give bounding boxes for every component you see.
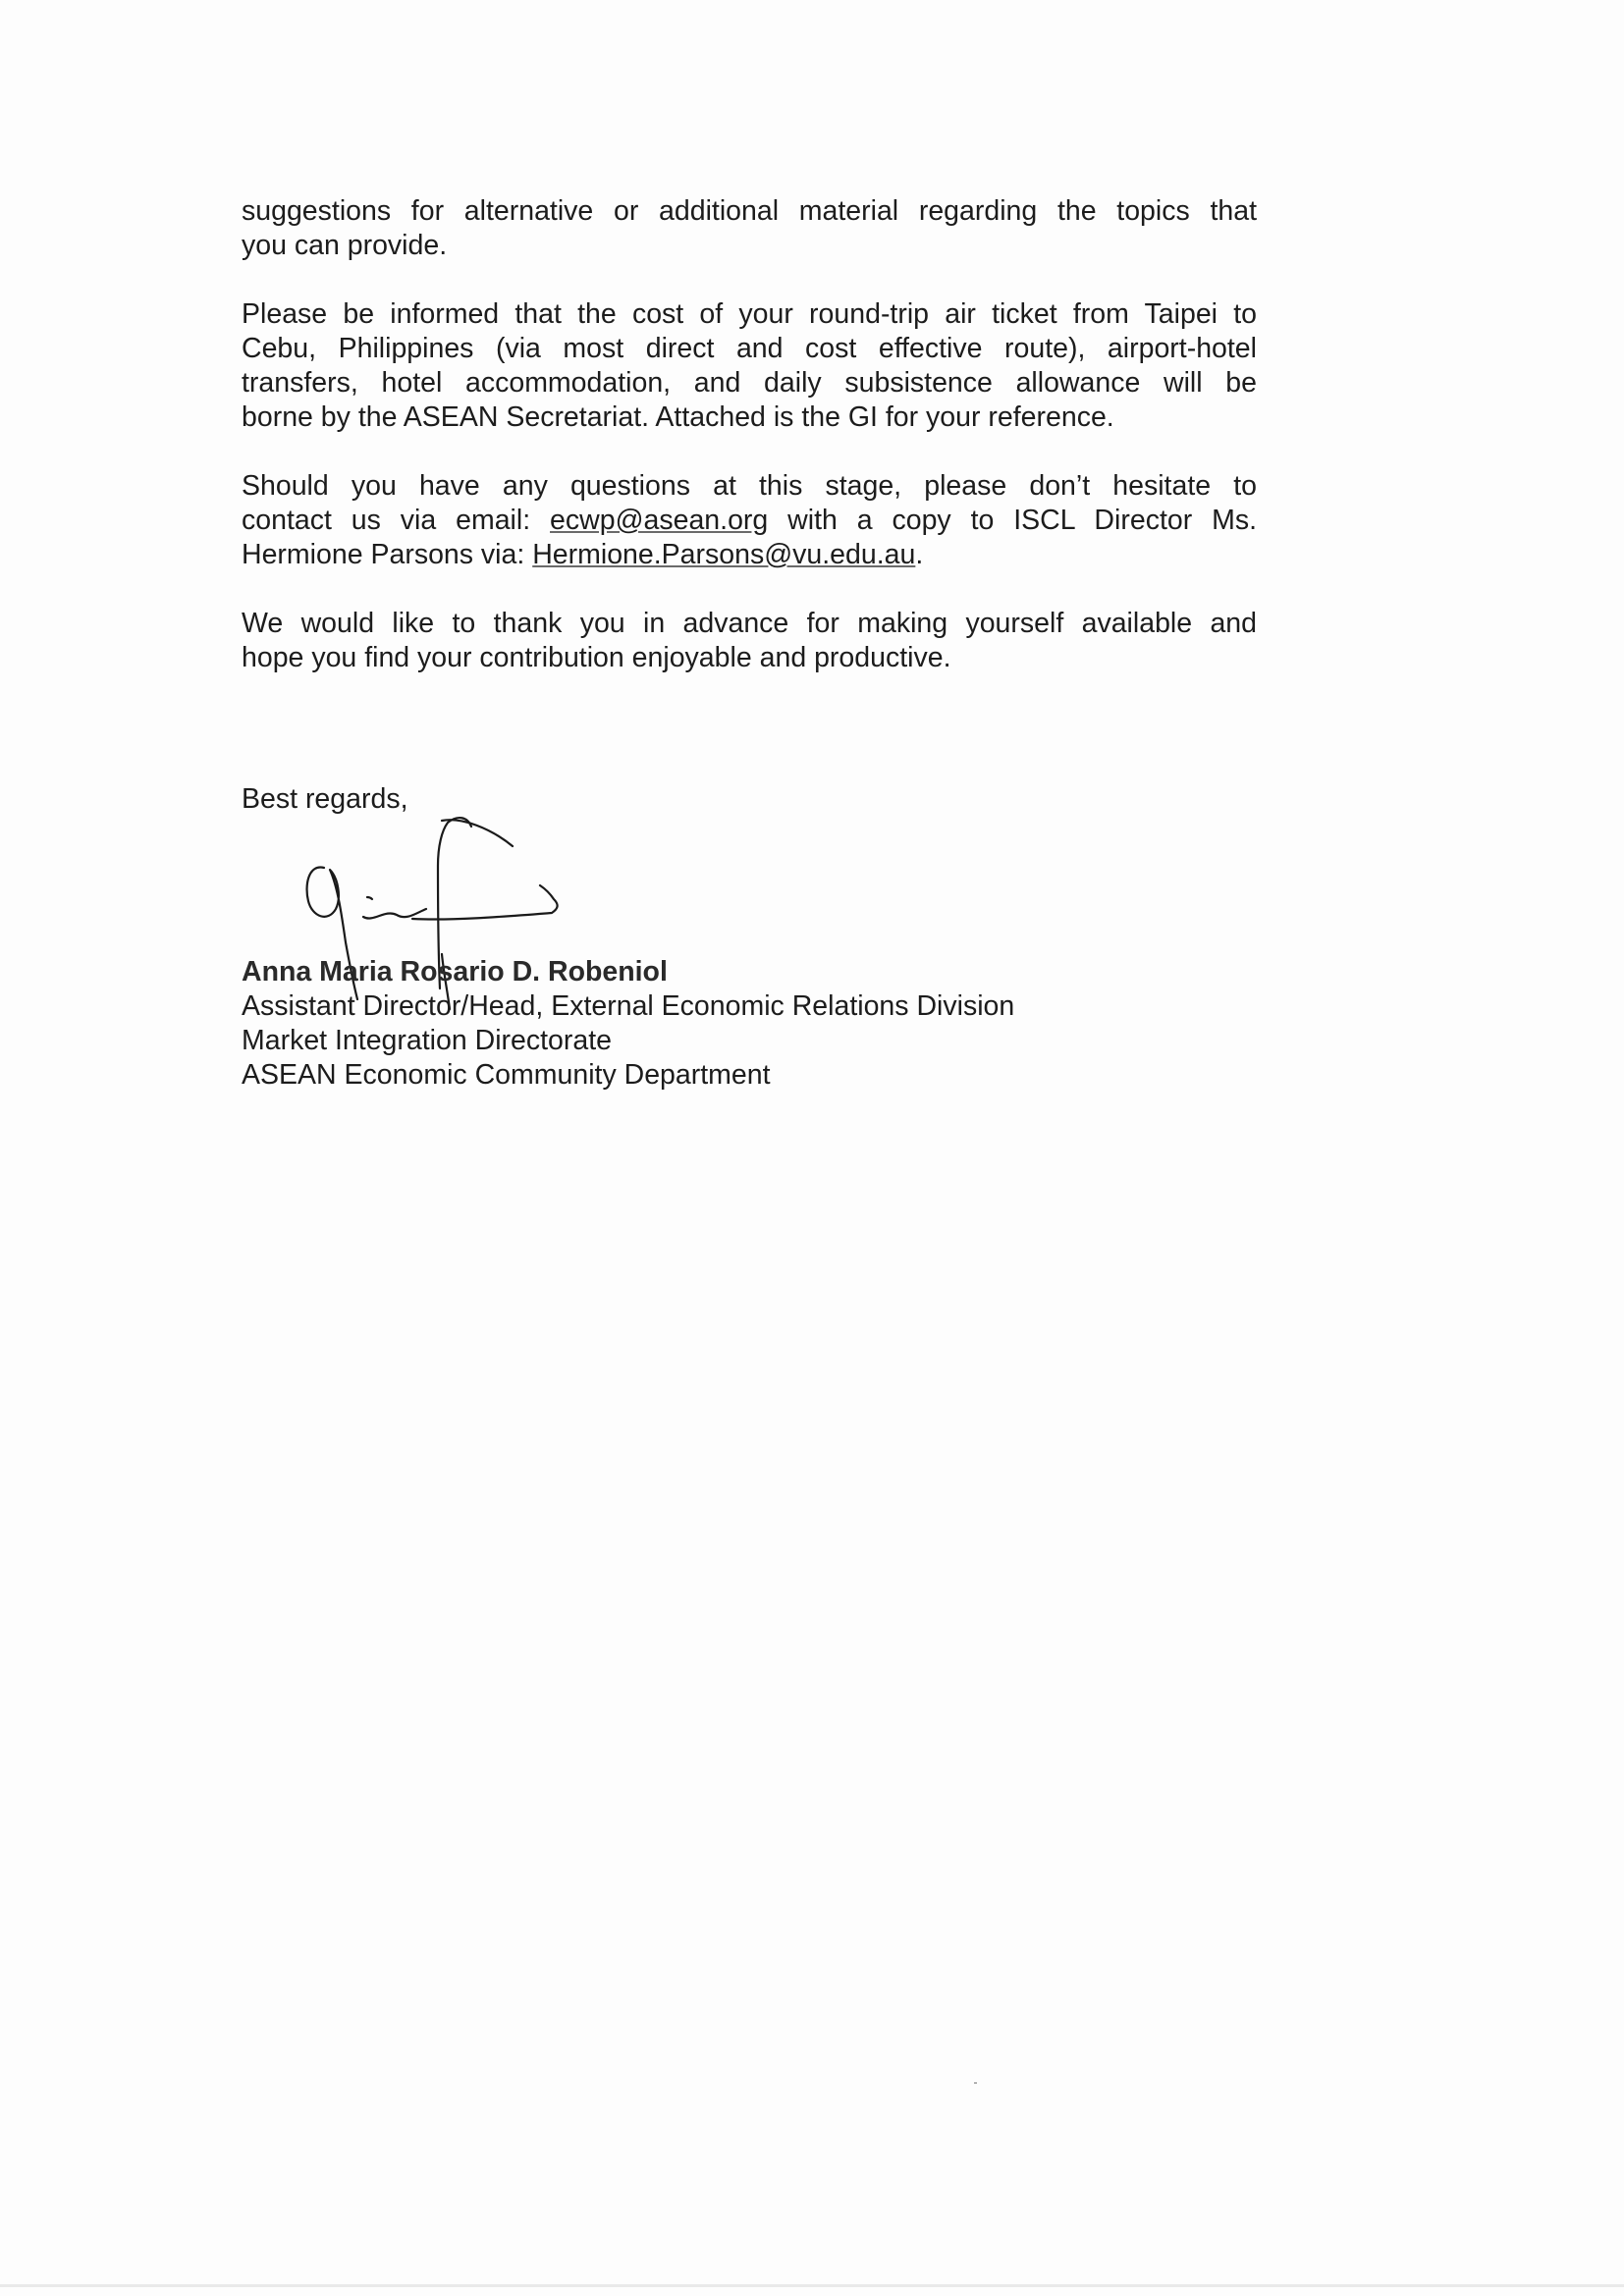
paragraph-contact-line-2-before: contact us via email: bbox=[242, 505, 551, 536]
paragraph-topics bbox=[242, 194, 1257, 263]
paragraph-costs-line-4: borne by the ASEAN Secretariat. Attached is the GI for your reference. bbox=[242, 401, 1114, 433]
signatory-title-line-2: Market Integration Directorate bbox=[242, 1025, 612, 1056]
scan-bottom-edge bbox=[0, 2284, 1624, 2287]
email-link-hermione[interactable]: Hermione.Parsons@vu.edu.au bbox=[532, 539, 916, 570]
paragraph-contact-line-1: Should you have any questions at this stage, please don’t hesitate to bbox=[242, 470, 1257, 502]
signatory-title-line-1: Assistant Director/Head, External Economic Relations Division bbox=[242, 990, 1015, 1022]
paragraph-thanks-line-2: hope you find your contribution enjoyable and productive. bbox=[242, 642, 951, 673]
signatory-name: Anna Maria Rosario D. Robeniol bbox=[242, 956, 668, 988]
paragraph-topics-line-2: you can provide. bbox=[242, 230, 448, 261]
paragraph-contact-line-2-after: with a copy to ISCL Director Ms. bbox=[768, 505, 1258, 536]
paragraph-thanks-line-1: We would like to thank you in advance for making yourself available and bbox=[242, 608, 1257, 639]
paragraph-costs bbox=[242, 297, 1257, 435]
signatory-title-line-3: ASEAN Economic Community Department bbox=[242, 1059, 771, 1091]
signature-block bbox=[242, 955, 1014, 1093]
paragraph-costs-line-2: Cebu, Philippines (via most direct and cost effective route), airport-hotel bbox=[242, 333, 1257, 364]
paragraph-costs-line-1: Please be informed that the cost of your round-trip air ticket from Taipei to bbox=[242, 298, 1257, 330]
paragraph-topics-line-1: suggestions for alternative or additional material regarding the topics that bbox=[242, 195, 1257, 227]
scan-speck bbox=[974, 2082, 977, 2084]
paragraph-contact bbox=[242, 469, 1257, 572]
paragraph-contact-line-3-after: . bbox=[915, 539, 924, 570]
paragraph-thanks bbox=[242, 607, 1257, 675]
email-link-ecwp[interactable]: ecwp@asean.org bbox=[550, 505, 769, 536]
paragraph-contact-line-3-before: Hermione Parsons via: bbox=[242, 539, 533, 570]
closing-salutation: Best regards, bbox=[242, 783, 408, 815]
paragraph-costs-line-3: transfers, hotel accommodation, and daily subsistence allowance will be bbox=[242, 367, 1257, 399]
